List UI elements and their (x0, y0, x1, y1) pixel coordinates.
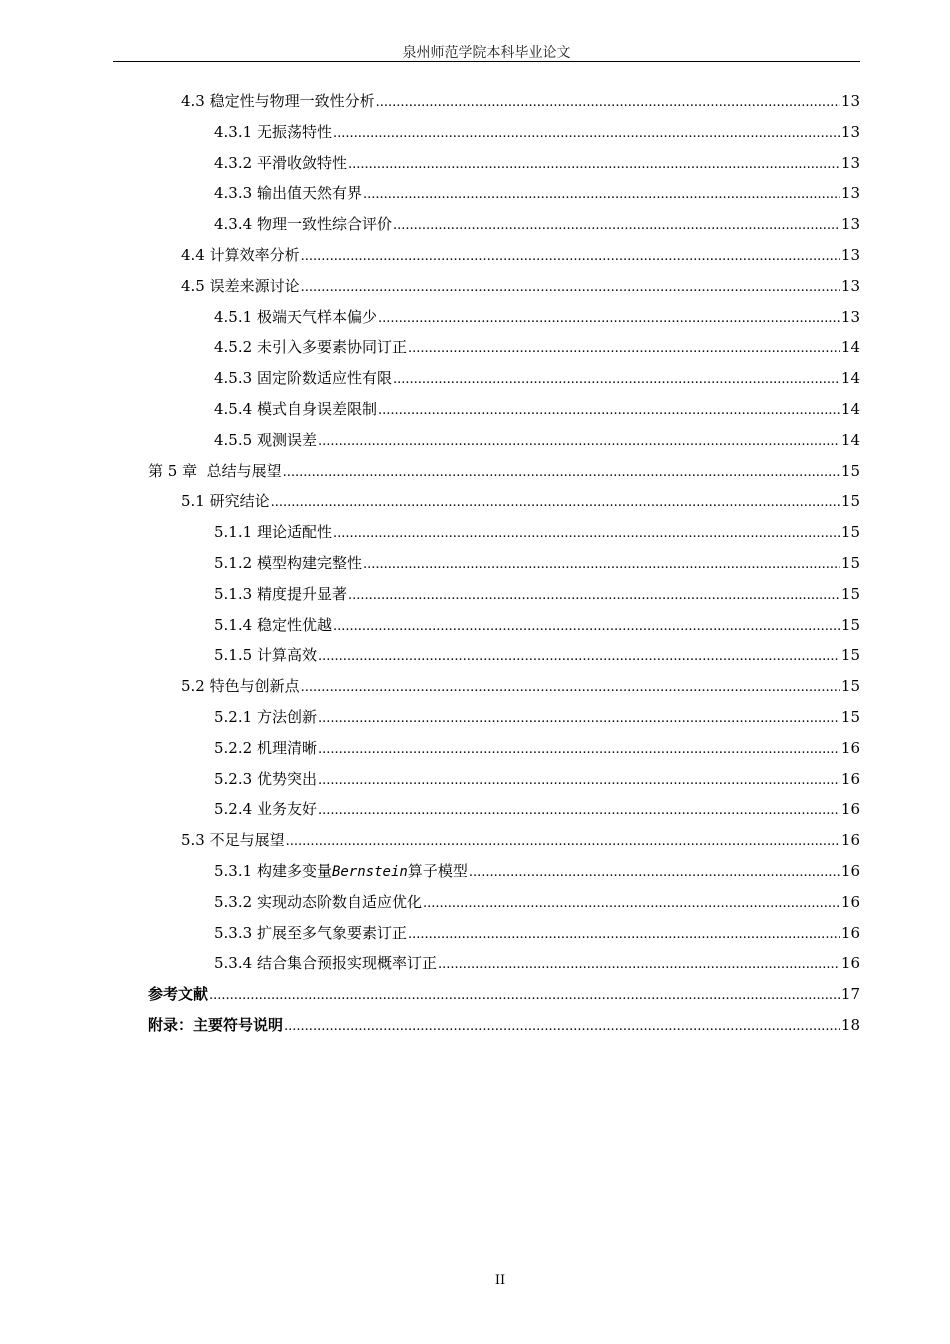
header-rule (113, 61, 860, 62)
toc-dot-leader (318, 796, 840, 827)
toc-entry[interactable] (0, 733, 950, 764)
toc-entry-number: 4.5 (181, 276, 210, 295)
toc-entry-title: 固定阶数适应性有限 (256, 369, 392, 388)
toc-entry[interactable] (0, 363, 950, 394)
toc-entry[interactable] (0, 1010, 950, 1041)
running-header: 泉州师范学院本科毕业论文 (402, 45, 571, 61)
toc-entry-title: 实现动态阶数自适应优化 (256, 892, 422, 911)
toc-entry-page: 17 (840, 985, 860, 1004)
toc-dot-leader (363, 180, 840, 211)
toc-entry-term: Bernstein (331, 863, 408, 880)
toc-entry-page: 18 (840, 1015, 860, 1034)
toc-dot-leader (301, 242, 840, 273)
toc-dot-leader (318, 735, 840, 766)
toc-entry[interactable] (0, 86, 950, 117)
toc-entry-number: 5.1.5 (214, 646, 257, 665)
toc-entry-page: 14 (840, 338, 860, 357)
toc-entry-page: 16 (840, 954, 860, 973)
toc-dot-leader (209, 981, 840, 1012)
toc-dot-leader (408, 920, 840, 951)
toc-entry-page: 16 (840, 738, 860, 757)
toc-entry-page: 15 (840, 492, 860, 511)
page-number: II (494, 1273, 506, 1288)
toc-entry-number: 5.1.2 (214, 553, 257, 572)
toc-entry-title: 稳定性与物理一致性分析 (209, 92, 375, 110)
toc-entry-page: 16 (840, 923, 860, 942)
toc-entry-page: 15 (840, 615, 860, 634)
toc-dot-leader (318, 704, 840, 735)
toc-entry[interactable] (0, 117, 950, 148)
toc-entry-number: 5.2.4 (214, 800, 257, 819)
toc-entry-number: 5.1 (181, 492, 210, 511)
toc-entry-title: 精度提升显著 (256, 584, 347, 603)
toc-dot-leader (333, 612, 840, 643)
toc-entry-page: 13 (840, 307, 860, 326)
toc-entry-number: 4.5.1 (214, 307, 257, 326)
toc-entry[interactable] (0, 271, 950, 302)
toc-entry-title: 附录：主要符号说明 (148, 1015, 284, 1034)
toc-entry-title: 极端天气样本偏少 (256, 307, 377, 326)
toc-entry-title: 输出值天然有界 (256, 184, 362, 203)
toc-entry-number: 4.3.3 (214, 184, 257, 203)
table-of-contents (0, 86, 950, 1041)
toc-dot-leader (301, 673, 840, 704)
toc-entry-title: 业务友好 (256, 800, 317, 819)
toc-entry[interactable] (0, 825, 950, 856)
toc-entry-title: 结合集合预报实现概率订正 (256, 954, 437, 973)
toc-dot-leader (408, 334, 840, 365)
toc-entry-number: 5.2.1 (214, 707, 257, 726)
toc-entry[interactable] (0, 178, 950, 209)
toc-entry-title: 机理清晰 (256, 738, 317, 757)
toc-entry-title: 扩展至多气象要素订正 (256, 923, 407, 942)
toc-entry-number: 第 5 章 (148, 461, 207, 480)
toc-entry[interactable] (0, 764, 950, 795)
toc-entry-page: 13 (840, 184, 860, 203)
toc-entry[interactable] (0, 240, 950, 271)
toc-entry-page: 16 (840, 800, 860, 819)
toc-entry-title: 物理一致性综合评价 (256, 215, 392, 234)
toc-entry[interactable] (0, 332, 950, 363)
toc-entry-page: 16 (840, 861, 860, 880)
toc-dot-leader (271, 488, 840, 519)
toc-entry-page: 14 (840, 369, 860, 388)
toc-entry-page: 15 (840, 523, 860, 542)
toc-entry-number: 5.3.3 (214, 923, 257, 942)
toc-entry-number: 5.2 (181, 677, 210, 696)
toc-entry-number: 4.3.1 (214, 122, 257, 141)
toc-dot-leader (333, 519, 840, 550)
toc-dot-leader (333, 119, 840, 150)
toc-dot-leader (301, 273, 840, 304)
toc-entry[interactable] (0, 148, 950, 179)
toc-entry-number: 4.4 (181, 245, 210, 264)
toc-entry-number: 4.3.2 (214, 153, 257, 172)
toc-entry-number: 4.5.3 (214, 369, 257, 388)
toc-entry[interactable] (0, 702, 950, 733)
toc-entry-number: 5.1.4 (214, 615, 257, 634)
toc-entry[interactable] (0, 640, 950, 671)
toc-dot-leader (438, 950, 840, 981)
toc-entry-number: 4.3 (181, 92, 210, 110)
toc-entry-number: 5.2.3 (214, 769, 257, 788)
toc-entry-page: 13 (840, 245, 860, 264)
toc-dot-leader (393, 211, 840, 242)
toc-dot-leader (318, 642, 840, 673)
toc-entry-title: 未引入多要素协同订正 (256, 338, 407, 357)
toc-entry[interactable] (0, 302, 950, 333)
toc-dot-leader (318, 766, 840, 797)
toc-entry-number: 5.3.4 (214, 954, 257, 973)
toc-dot-leader (378, 304, 840, 335)
toc-entry-page: 16 (840, 769, 860, 788)
toc-dot-leader (363, 550, 840, 581)
toc-entry-page: 15 (840, 677, 860, 696)
toc-entry-page: 15 (840, 646, 860, 665)
toc-entry-number: 5.1.1 (214, 523, 257, 542)
toc-entry[interactable] (0, 209, 950, 240)
toc-entry-title: 构建多变量 (256, 861, 332, 880)
toc-dot-leader (286, 827, 840, 858)
toc-entry-number: 4.5.5 (214, 430, 257, 449)
toc-entry[interactable] (0, 856, 950, 887)
toc-dot-leader (284, 1012, 840, 1043)
toc-entry-title: 方法创新 (256, 707, 317, 726)
toc-dot-leader (348, 150, 840, 181)
toc-entry[interactable] (0, 548, 950, 579)
toc-dot-leader (469, 858, 840, 889)
toc-entry-title: 计算高效 (256, 646, 317, 665)
toc-entry[interactable] (0, 579, 950, 610)
toc-entry[interactable] (0, 918, 950, 949)
toc-entry-page: 13 (840, 276, 860, 295)
toc-entry-title: 理论适配性 (256, 523, 332, 542)
toc-entry-number: 4.5.4 (214, 399, 257, 418)
toc-entry-page: 16 (840, 892, 860, 911)
toc-dot-leader (378, 396, 840, 427)
toc-entry-title: 误差来源讨论 (209, 276, 300, 295)
toc-entry[interactable] (0, 517, 950, 548)
toc-entry-number: 5.2.2 (214, 738, 257, 757)
toc-dot-leader (348, 581, 840, 612)
toc-entry-title: 平滑收敛特性 (256, 153, 347, 172)
toc-entry-title: 不足与展望 (209, 831, 285, 850)
toc-dot-leader (376, 88, 840, 119)
toc-entry-title: 总结与展望 (206, 461, 282, 480)
toc-entry-page: 14 (840, 399, 860, 418)
toc-dot-leader (393, 365, 840, 396)
toc-entry[interactable] (0, 794, 950, 825)
toc-entry-number: 4.3.4 (214, 215, 257, 234)
toc-entry-page: 15 (840, 461, 860, 480)
toc-entry-title: 模型构建完整性 (256, 553, 362, 572)
toc-entry[interactable] (0, 887, 950, 918)
toc-entry-number: 5.1.3 (214, 584, 257, 603)
toc-entry-number: 4.5.2 (214, 338, 257, 357)
toc-entry-title: 观测误差 (256, 430, 317, 449)
toc-entry-page: 13 (840, 153, 860, 172)
toc-entry-title: 特色与创新点 (209, 677, 300, 696)
toc-entry[interactable] (0, 948, 950, 979)
toc-dot-leader (318, 427, 840, 458)
toc-entry-page: 13 (840, 92, 860, 110)
toc-entry-title-suffix: 算子模型 (407, 861, 468, 880)
toc-entry[interactable] (0, 456, 950, 487)
toc-dot-leader (283, 458, 840, 489)
toc-entry-page: 13 (840, 215, 860, 234)
toc-entry-title: 模式自身误差限制 (256, 399, 377, 418)
toc-entry[interactable] (0, 486, 950, 517)
toc-entry-title: 优势突出 (256, 769, 317, 788)
toc-entry[interactable] (0, 394, 950, 425)
toc-entry-title: 无振荡特性 (256, 122, 332, 141)
toc-entry-page: 13 (840, 122, 860, 141)
toc-entry-number: 5.3 (181, 831, 210, 850)
toc-entry-title: 稳定性优越 (256, 615, 332, 634)
toc-entry-title: 计算效率分析 (209, 245, 300, 264)
toc-entry-title: 参考文献 (148, 985, 209, 1004)
toc-entry[interactable] (0, 979, 950, 1010)
toc-entry-page: 14 (840, 430, 860, 449)
toc-entry-number: 5.3.1 (214, 861, 257, 880)
toc-dot-leader (423, 889, 840, 920)
toc-entry[interactable] (0, 610, 950, 641)
toc-entry-number: 5.3.2 (214, 892, 257, 911)
toc-entry[interactable] (0, 671, 950, 702)
toc-entry-page: 15 (840, 553, 860, 572)
toc-entry[interactable] (0, 425, 950, 456)
toc-entry-page: 15 (840, 584, 860, 603)
toc-entry-page: 16 (840, 831, 860, 850)
toc-entry-title: 研究结论 (209, 492, 270, 511)
toc-entry-page: 15 (840, 707, 860, 726)
